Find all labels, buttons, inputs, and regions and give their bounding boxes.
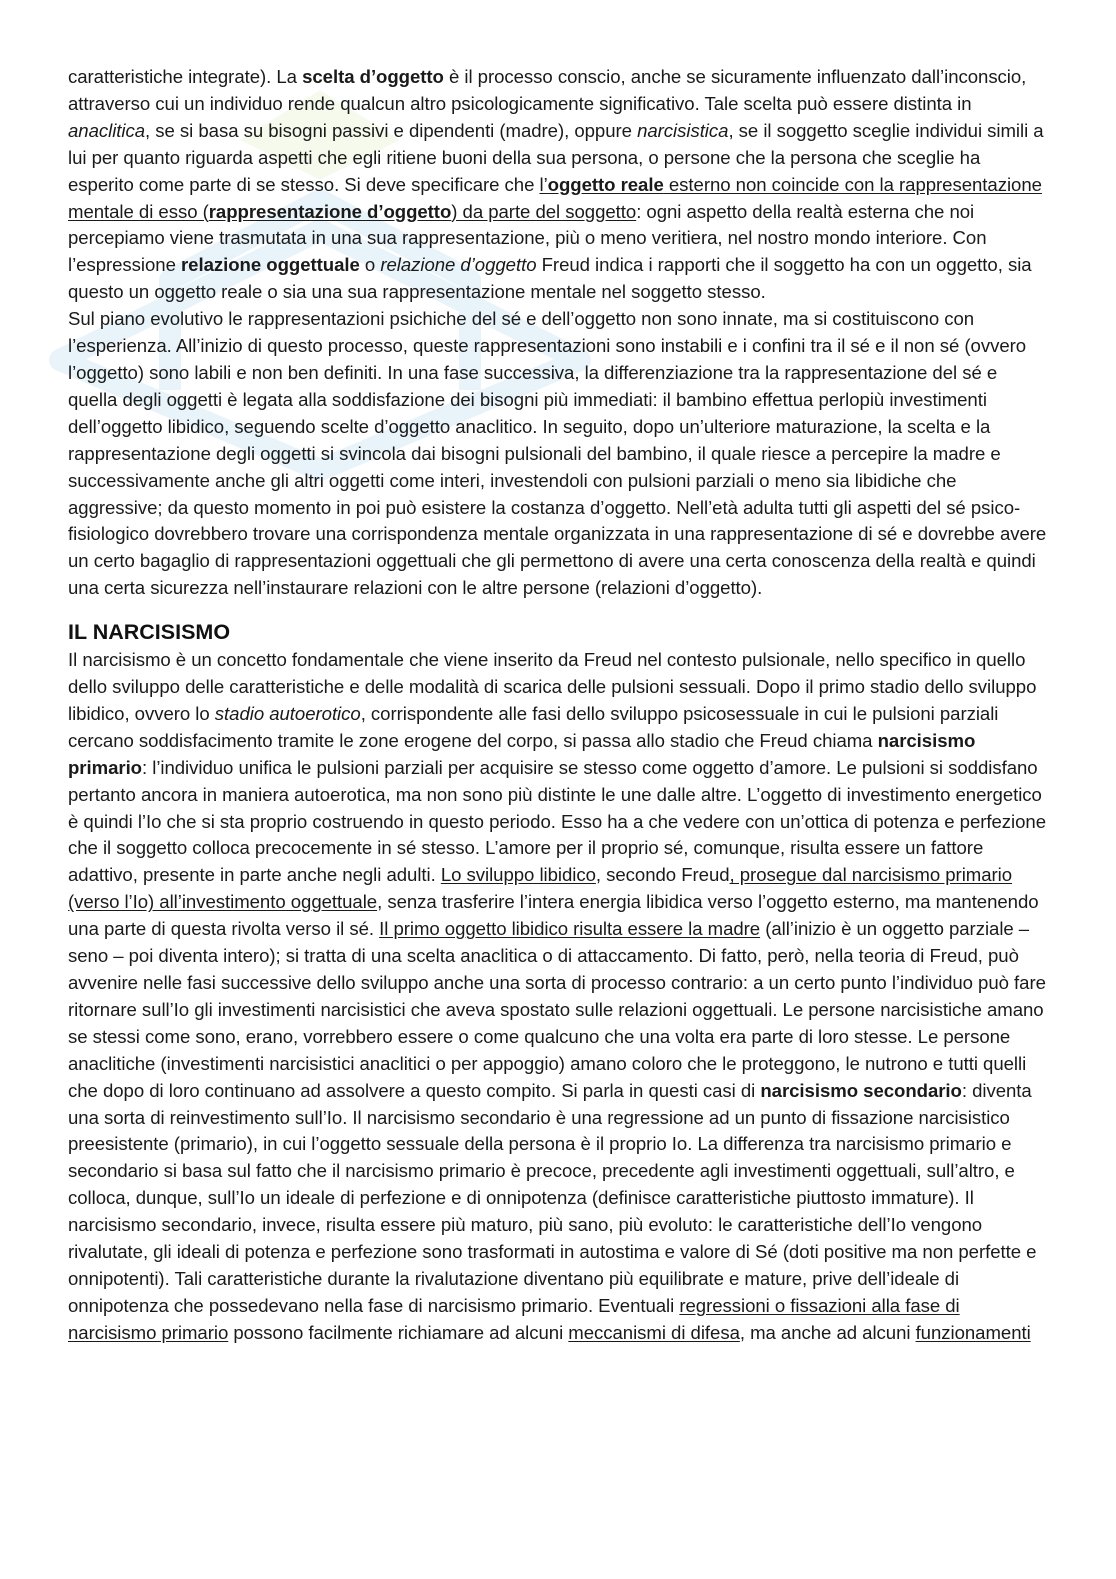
text-run: : l’individuo unifica le pulsioni parziali per acquisire se stesso come oggetto d’amore. Le pulsioni si soddisfano pertanto ancora in maniera autoerotica, ma non sono più distinte le une dalle altre. L’oggetto di investimento energetico è quindi l’Io che si sta proprio costruendo in questo periodo. Esso ha a che vedere con un’ottica di potenza e perfezione che il soggetto colloca precocemente in sé stesso. L’amore per il proprio sé, comunque, risulta essere un fattore adattivo, presente in parte anche negli adulti. bbox=[68, 756, 1046, 886]
paragraph-sviluppo bbox=[68, 306, 1048, 602]
text-run: , se il soggetto sceglie individui simili a lui per quanto riguarda aspetti che egli ritiene buoni della sua persona, o persone che la persona che sceglie ha esperito come parte di se stesso. Si deve specificare che bbox=[68, 119, 1044, 195]
text-run: Il primo oggetto libidico risulta essere la madre bbox=[379, 918, 761, 940]
text-run: scelta d’oggetto bbox=[302, 66, 444, 87]
text-run: relazione d’oggetto bbox=[380, 254, 537, 276]
section-heading: IL NARCISISMO bbox=[68, 620, 231, 645]
text-run: funzionamenti bbox=[915, 1321, 1031, 1343]
text-run: , ma anche ad alcuni bbox=[739, 1321, 916, 1343]
text-run: Il narcisismo è un concetto fondamentale che viene inserito da Freud nel contesto pulsionale, nello specifico in quello dello sviluppo delle caratteristiche e delle modalità di scarica delle pulsioni sessuali. Dopo il primo stadio dello sviluppo libidico, ovvero lo bbox=[68, 649, 1037, 724]
paragraph-oggetto bbox=[68, 64, 1048, 306]
text-run: meccanismi di difesa bbox=[568, 1321, 740, 1343]
text-run: , senza trasferire l’intera energia libidica verso l’oggetto esterno, ma mantenendo una parte di questa rivolta verso il sé. bbox=[68, 891, 1039, 940]
text-run: oggetto reale bbox=[547, 173, 664, 195]
text-run: relazione oggettuale bbox=[181, 254, 360, 276]
text-run: (all’inizio è un oggetto parziale – seno – poi diventa intero); si tratta di una scelta anaclitica o di attaccamento. Di fatto, però, nella teoria di Freud, può avvenire nelle fasi successive dello sviluppo anche una sorta di processo contrario: a un certo punto l’individuo può fare ritornare sull’Io gli investimenti narcisistici che aveva spostato sulle relazioni oggettuali. Le persone narcisistiche amano se stessi come sono, erano, vorrebbero essere o come qualcuno che una volta era parte di loro stesse. Le persone anaclitiche (investimenti narcisistici anaclitici o per appoggio) amano coloro che le proteggono, le nutrono e tutti quelli che dopo di loro continuano ad assolvere a questo compito. Si parla in questi casi di bbox=[68, 918, 1046, 1101]
text-run: o bbox=[359, 254, 381, 276]
text-run: l’ bbox=[539, 173, 548, 195]
text-run: , secondo Freud bbox=[595, 864, 730, 886]
text-run: possono facilmente richiamare ad alcuni bbox=[228, 1321, 569, 1343]
text-run: : ogni aspetto della realtà esterna che noi percepiamo viene trasmutata in una sua rappresentazione, più o meno veritiera, nel nostro mondo interiore. Con l’espressione bbox=[68, 200, 987, 276]
text-run: caratteristiche integrate). La bbox=[68, 66, 303, 87]
text-run: è il processo conscio, anche se sicuramente influenzato dall’inconscio, attraverso cui un individuo rende qualcun altro psicologicamente significativo. Tale scelta può essere distinta in bbox=[68, 66, 1027, 114]
text-run: Lo sviluppo libidico bbox=[440, 864, 596, 886]
text-run: esterno non coincide con la rappresentazione mentale di esso ( bbox=[68, 173, 1042, 222]
text-run: Sul piano evolutivo le rappresentazioni psichiche del sé e dell’oggetto non sono innate, ma si costituiscono con l’esperienza. All’inizio di questo processo, queste rappresentazioni sono instabili e i confini tra il sé e il non sé (ovvero l’oggetto) sono labili e non ben definiti. In una fase successiva, la differenziazione tra la rappresentazione del sé e quella degli oggetti è legata alla soddisfazione dei bisogni più immediati: il bambino effettua perlopiù investimenti dell’oggetto libidico, seguendo scelte d’oggetto anaclitico. In seguito, dopo un’ulteriore maturazione, la scelta e la rappresentazione degli oggetti si svincola dai bisogni pulsionali del bambino, il quale riesce a percepire la madre e successivamente anche gli altri oggetti come interi, investendoli con pulsioni parziali o meno sia libidiche che aggressive; da questo momento in poi può esistere la costanza d’oggetto. Nell’età adulta tutti gli aspetti del sé psico-fisiologico dovrebbero trovare una corrispondenza mentale organizzata in una rappresentazione di sé e dovrebbe avere un certo bagaglio di rappresentazioni oggettuali che gli permettono di avere una certa conoscenza della realtà e quindi una certa sicurezza nell’instaurare relazioni con le altre persone (relazioni d’oggetto). bbox=[68, 308, 1047, 599]
text-run: stadio autoerotico bbox=[214, 702, 361, 724]
document-page bbox=[68, 64, 1048, 1347]
text-run: anaclitica bbox=[68, 119, 146, 141]
text-run: , se si basa su bisogni passivi e dipendenti (madre), oppure bbox=[145, 119, 638, 141]
text-run: narcisismo primario bbox=[68, 729, 976, 778]
text-run: regressioni o fissazioni alla fase di narcisismo primario bbox=[68, 1294, 960, 1343]
text-run: ) da parte del soggetto bbox=[451, 200, 637, 222]
text-run: , corrispondente alle fasi dello sviluppo psicosessuale in cui le pulsioni parziali cercano soddisfacimento tramite le zone erogene del corpo, si passa allo stadio che Freud chiama bbox=[68, 702, 999, 751]
paragraph-narcisismo bbox=[68, 647, 1048, 1347]
text-run: : diventa una sorta di reinvestimento sull’Io. Il narcisismo secondario è una regressione ad un punto di fissazione narcisistico preesistente (primario), in cui l’oggetto sessuale della persona è il proprio Io. La differenza tra narcisismo primario e secondario si basa sul fatto che il narcisismo primario è precoce, precedente agli investimenti oggettuali, sull’altro, e colloca, dunque, sull’Io un ideale di perfezione e di onnipotenza (definisce caratteristiche piuttosto immature). Il narcisismo secondario, invece, risulta essere più maturo, più sano, più evoluto: le caratteristiche dell’Io vengono rivalutate, gli ideali di potenza e perfezione sono trasformati in autostima e valore di Sé (doti positive ma non perfette e onnipotenti). Tali caratteristiche durante la rivalutazione diventano più equilibrate e mature, prive dell’ideale di onnipotenza che possedevano nella fase di narcisismo primario. Eventuali bbox=[68, 1079, 1037, 1316]
text-run: , prosegue dal narcisismo primario (verso l’Io) all’investimento oggettuale bbox=[68, 864, 1013, 913]
text-run: narcisismo secondario bbox=[760, 1079, 962, 1101]
text-run: narcisistica bbox=[637, 119, 729, 141]
text-run: Freud indica i rapporti che il soggetto ha con un oggetto, sia questo un oggetto reale o sia una sua rappresentazione mentale nel soggetto stesso. bbox=[68, 254, 1032, 303]
text-run: rappresentazione d’oggetto bbox=[208, 200, 452, 222]
